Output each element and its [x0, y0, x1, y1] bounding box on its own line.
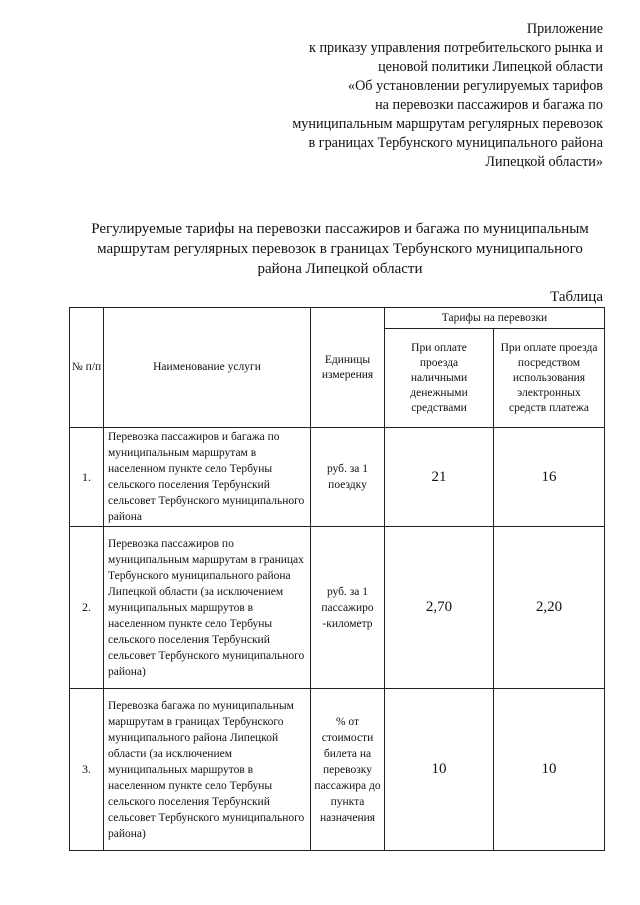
header-num: № п/п: [70, 308, 104, 428]
table-row: [70, 689, 605, 851]
row-cash-tariff: 2,70: [385, 527, 494, 689]
document-title: [60, 219, 620, 279]
tariff-table: [69, 307, 605, 851]
header-row: [70, 308, 605, 329]
appendix-line: муниципальным маршрутам регулярных перевозок: [292, 116, 603, 132]
row-num: 3.: [70, 689, 104, 851]
header-cash: При оплате проезда наличными денежными средствами: [385, 329, 494, 428]
appendix-line: в границах Тербунского муниципального района: [308, 135, 603, 151]
header-electronic: При оплате проезда посредством использования электронных средств платежа: [494, 329, 605, 428]
table-row: [70, 527, 605, 689]
row-unit: % от стоимости билета на перевозку пассажира до пункта назначения: [311, 689, 385, 851]
row-cash-tariff: 10: [385, 689, 494, 851]
row-unit: руб. за 1 пассажиро -километр: [311, 527, 385, 689]
row-service: Перевозка пассажиров по муниципальным маршрутам в границах Тербунского муниципального района Липецкой области (за исключением муниципальных маршрутов в населенном пункте село Тербуны сельского поселения Тербунский сельсовет Тербунского муниципального района): [104, 527, 311, 689]
appendix-line: Приложение: [526, 21, 603, 37]
appendix-line: ценовой политики Липецкой области: [378, 59, 603, 75]
appendix-block: [292, 20, 603, 172]
row-num: 2.: [70, 527, 104, 689]
row-electronic-tariff: 16: [494, 428, 605, 527]
row-electronic-tariff: 2,20: [494, 527, 605, 689]
header-unit: Единицы измерения: [311, 308, 385, 428]
appendix-line: «Об установлении регулируемых тарифов: [347, 78, 603, 94]
row-unit: руб. за 1 поездку: [311, 428, 385, 527]
row-service: Перевозка пассажиров и багажа по муниципальным маршрутам в населенном пункте село Тербуны сельского поселения Тербунский сельсовет Тербунского муниципального района: [104, 428, 311, 527]
header-service: Наименование услуги: [104, 308, 311, 428]
appendix-line: к приказу управления потребительского рынка и: [309, 40, 603, 56]
table-row: [70, 428, 605, 527]
title-line: маршрутам регулярных перевозок в границах Тербунского муниципального: [97, 241, 583, 257]
row-electronic-tariff: 10: [494, 689, 605, 851]
table-caption: Таблица: [550, 289, 603, 305]
title-line: района Липецкой области: [257, 261, 423, 277]
header-tariffs: Тарифы на перевозки: [385, 308, 605, 329]
appendix-line: Липецкой области»: [485, 154, 603, 170]
row-service: Перевозка багажа по муниципальным маршрутам в границах Тербунского муниципального района Липецкой области (за исключением муниципальных маршрутов в населенном пункте село Тербуны сельского поселения Тербунский сельсовет Тербунского муниципального района): [104, 689, 311, 851]
title-line: Регулируемые тарифы на перевозки пассажиров и багажа по муниципальным: [91, 221, 589, 237]
row-num: 1.: [70, 428, 104, 527]
appendix-line: на перевозки пассажиров и багажа по: [375, 97, 603, 113]
row-cash-tariff: 21: [385, 428, 494, 527]
